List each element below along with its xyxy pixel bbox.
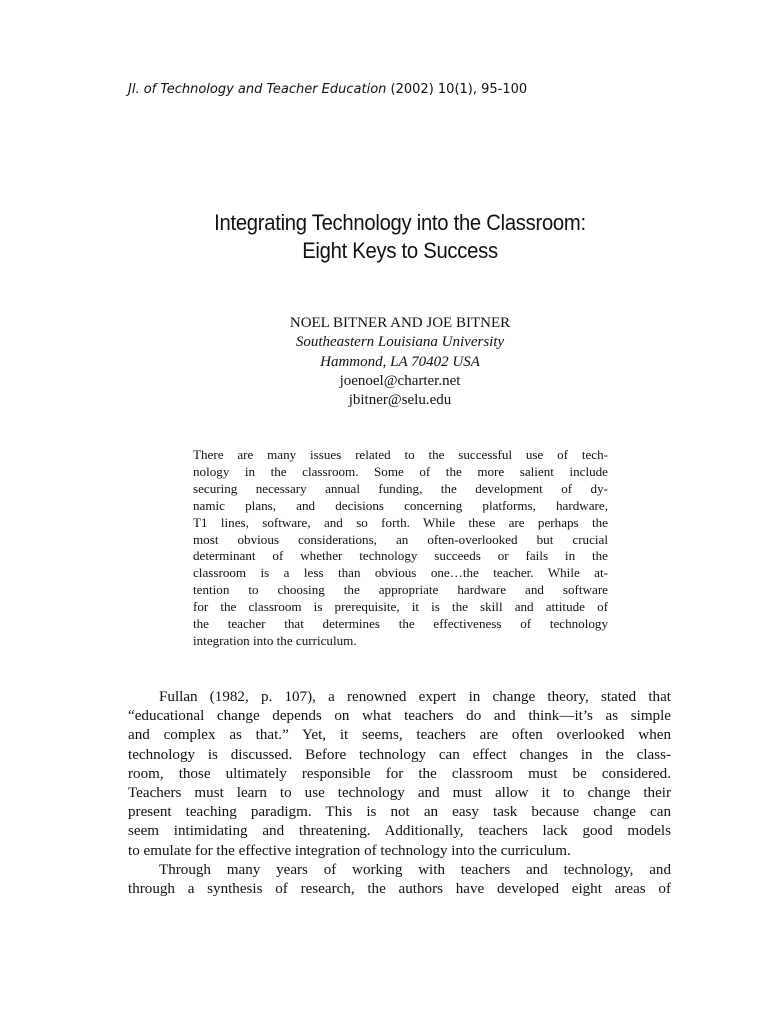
abstract-line: There are many issues related to the successful use of tech- bbox=[193, 447, 608, 462]
article-title-line-2: Eight Keys to Success bbox=[302, 238, 498, 263]
journal-name: Jl. of Technology and Teacher Education bbox=[128, 82, 387, 97]
abstract-line: T1 lines, software, and so forth. While these are perhaps the bbox=[193, 514, 608, 530]
abstract-line: for the classroom is prerequisite, it is the skill and attitude of bbox=[193, 599, 608, 615]
abstract-line: the teacher that determines the effectiveness of technology bbox=[193, 616, 608, 632]
body-paragraph-2-line: through a synthesis of research, the authors have developed eight areas of bbox=[128, 881, 671, 898]
author-location: Hammond, LA 70402 USA bbox=[320, 353, 480, 370]
journal-issue-pages: (2002) 10(1), 95-100 bbox=[386, 82, 528, 97]
body-paragraph-1-line: “educational change depends on what teachers do and think—it’s as simple bbox=[128, 708, 671, 725]
abstract-line: tention to choosing the appropriate hardware and software bbox=[193, 582, 608, 598]
abstract-line: nology in the classroom. Some of the more salient include bbox=[193, 463, 608, 479]
abstract-line: namic plans, and decisions concerning platforms, hardware, bbox=[193, 497, 608, 513]
body-paragraph-1-line: to emulate for the effective integration of technology into the curriculum. bbox=[128, 842, 571, 859]
article-title bbox=[150, 209, 650, 265]
article-title-line-1: Integrating Technology into the Classroom: bbox=[214, 210, 586, 235]
body-text bbox=[128, 688, 671, 899]
body-paragraph-1-line: Fullan (1982, p. 107), a renowned expert in change theory, stated that bbox=[159, 689, 671, 705]
author-names: NOEL BITNER AND JOE BITNER bbox=[289, 315, 511, 331]
abstract bbox=[193, 447, 608, 650]
abstract-line: classroom is a less than obvious one…the teacher. While at- bbox=[193, 565, 608, 581]
author-affiliation: Southeastern Louisiana University bbox=[295, 334, 505, 351]
journal-citation-header bbox=[128, 81, 527, 99]
abstract-line: integration into the curriculum. bbox=[193, 632, 357, 648]
abstract-line: securing necessary annual funding, the development of dy- bbox=[193, 480, 608, 496]
body-paragraph-1-line: present teaching paradigm. This is not an easy task because change can bbox=[128, 804, 671, 821]
body-paragraph-1-line: Teachers must learn to use technology and must allow it to change their bbox=[128, 785, 671, 802]
body-paragraph-2-line: Through many years of working with teachers and technology, and bbox=[159, 861, 671, 878]
author-block bbox=[128, 314, 672, 410]
body-paragraph-1-line: seem intimidating and threatening. Additionally, teachers lack good models bbox=[128, 823, 671, 840]
body-paragraph-1-line: room, those ultimately responsible for the classroom must be considered. bbox=[128, 765, 671, 782]
author-email-2: jbitner@selu.edu bbox=[348, 392, 452, 409]
abstract-line: determinant of whether technology succeeds or fails in the bbox=[193, 548, 608, 564]
body-paragraph-1-line: and complex as that.” Yet, it seems, teachers are often overlooked when bbox=[128, 727, 671, 744]
abstract-line: most obvious considerations, an often-overlooked but crucial bbox=[193, 531, 608, 547]
body-paragraph-1-line: technology is discussed. Before technology can effect changes in the class- bbox=[128, 746, 671, 763]
author-email-1: joenoel@charter.net bbox=[339, 372, 461, 389]
